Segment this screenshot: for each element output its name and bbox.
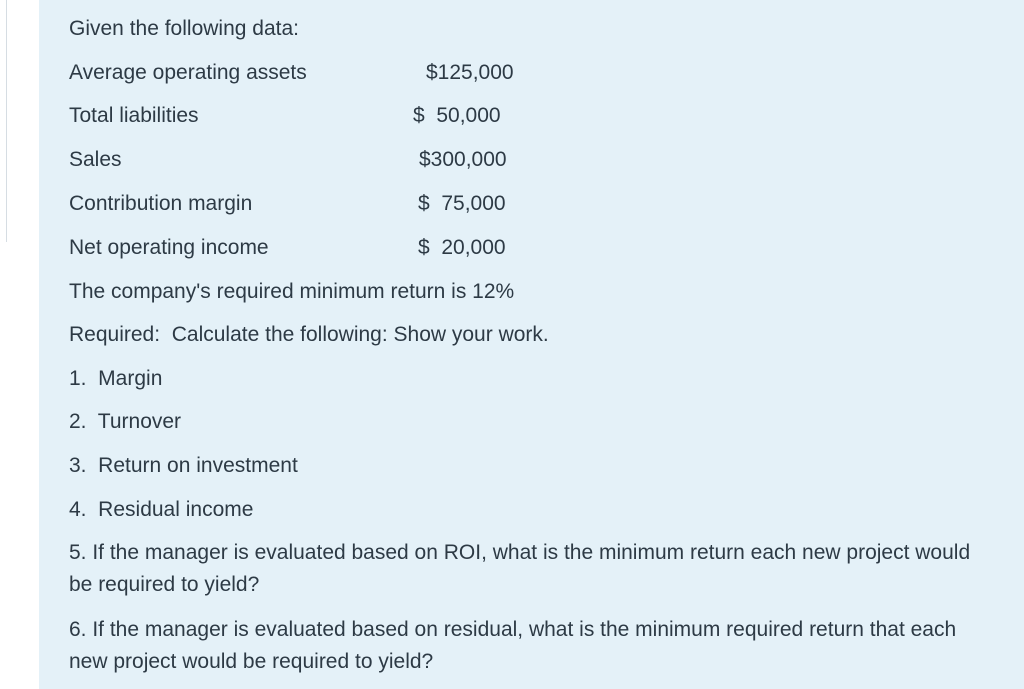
row-label: Sales (69, 148, 122, 171)
row-label: Net operating income (69, 236, 269, 259)
required-heading: Required: Calculate the following: Show your work. (69, 323, 549, 346)
list-item: 3. Return on investment (69, 454, 298, 477)
list-item: 2. Turnover (69, 410, 182, 433)
list-item: 6. If the manager is evaluated based on residual, what is the minimum required return that each new project would be required to yield? (69, 618, 957, 673)
row-value: $125,000 (426, 61, 514, 84)
intro-text: Given the following data: (69, 17, 299, 40)
row-value: $ 20,000 (418, 236, 506, 259)
list-item: 4. Residual income (69, 498, 254, 521)
required-return-text: The company's required minimum return is 12% (69, 280, 515, 303)
row-label: Average operating assets (69, 61, 307, 84)
row-value: $300,000 (419, 148, 507, 171)
row-value: $ 50,000 (413, 104, 501, 127)
row-value: $ 75,000 (418, 192, 506, 215)
row-label: Total liabilities (69, 104, 199, 127)
row-label: Contribution margin (69, 192, 253, 215)
list-item: 1. Margin (69, 367, 163, 390)
list-item: 5. If the manager is evaluated based on ROI, what is the minimum return each new project would be required to yield? (69, 541, 971, 596)
left-rail-divider (0, 0, 7, 242)
